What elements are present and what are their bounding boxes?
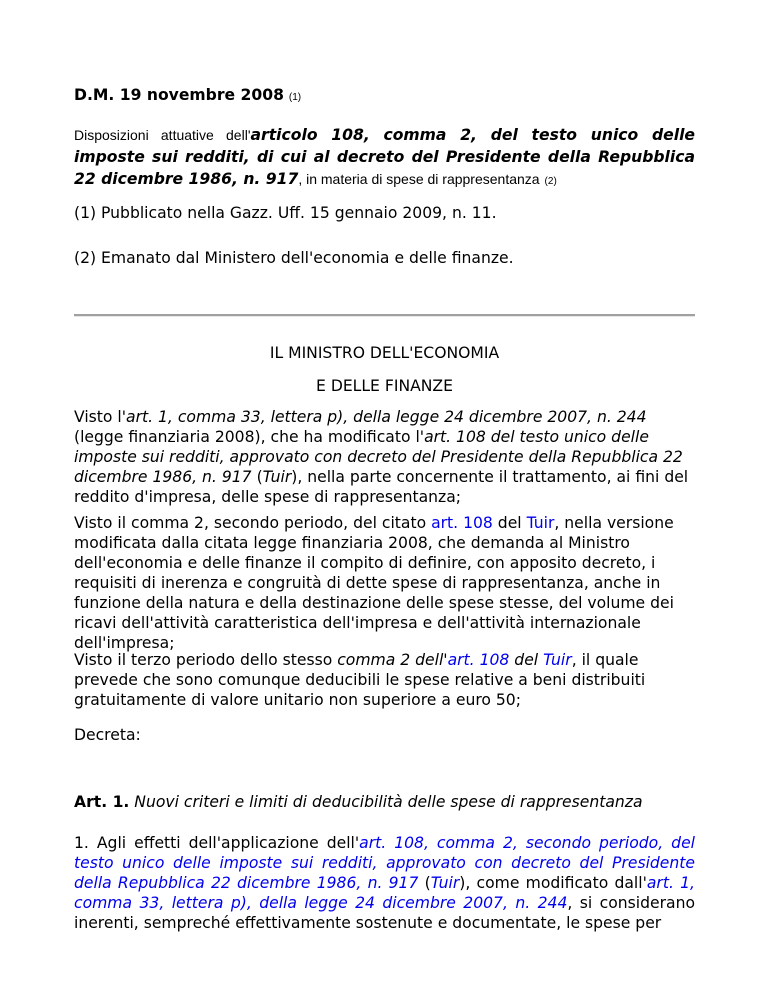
document-title <box>74 85 695 108</box>
preamble-visto-1: Visto l'art. 1, comma 33, lettera p), della legge 24 dicembre 2007, n. 244 (legge finanziaria 2008), che ha modificato l'art. 108 del testo unico delle imposte sui redditi, approvato con decreto del Presidente della Repubblica 22 dicembre 1986, n. 917 (Tuir), nella parte concernente il trattamento, ai fini del reddito d'impresa, delle spese di rappresentanza; <box>74 408 689 506</box>
subtitle-footnote-ref: (2) <box>544 176 557 187</box>
link-tuir[interactable]: Tuir <box>526 514 555 532</box>
law-reference: art. 1, comma 33, lettera p), della legge 24 dicembre 2007, n. 244 <box>126 408 647 426</box>
article-heading <box>74 792 695 812</box>
preamble-visto-2: Visto il comma 2, secondo periodo, del citato art. 108 del Tuir, nella versione modificata dalla citata legge finanziaria 2008, che demanda al Ministro dell'economia e delle finanze il compito di definire, con apposito decreto, i requisiti di inerenza e congruità di dette spese di rappresentanza, anche in funzione della natura e della destinazione delle spese stesse, del volume dei ricavi dell'attività caratteristica dell'impresa e dell'attività internazionale dell'impresa; <box>74 514 674 652</box>
subtitle-law-reference: articolo 108, comma 2, del testo unico delle imposte sui redditi, di cui al decreto del Presidente della Repubblica 22 dicembre 1986, n. 917 <box>74 126 696 188</box>
link-art-108-comma-2[interactable]: art. 108, comma 2, secondo periodo, del testo unico delle imposte sui redditi, approvato con decreto del Presidente della Repubblica 22 dicembre 1986, n. 917 <box>74 834 696 892</box>
link-art-108[interactable]: art. 108 <box>431 514 493 532</box>
law-reference: comma 2 dell' <box>337 651 448 669</box>
law-reference: Tuir <box>262 468 292 486</box>
decreta-label: Decreta: <box>74 726 141 744</box>
authority-line-2: E DELLE FINANZE <box>316 377 453 395</box>
article-number: Art. 1. <box>74 793 130 811</box>
law-reference: art. 108 del testo unico delle imposte sui redditi, approvato con decreto del Presidente della Repubblica 22 dicembre 1986, n. 917 <box>74 428 683 486</box>
document-subtitle <box>74 124 695 193</box>
preamble-visto-3: Visto il terzo periodo dello stesso comma 2 dell'art. 108 del Tuir, il quale prevede che sono comunque deducibili le spese relative a beni distribuiti gratuitamente di valore unitario non superiore a euro 50; <box>74 651 646 709</box>
link-legge-244-2007[interactable]: art. 1, comma 33, lettera p), della legge 24 dicembre 2007, n. 244 <box>74 874 695 912</box>
footnote-1: (1) Pubblicato nella Gazz. Uff. 15 gennaio 2009, n. 11. <box>74 204 497 222</box>
link-tuir[interactable]: Tuir <box>430 874 460 892</box>
subtitle-suffix: , in materia di spese di rappresentanza <box>298 171 540 187</box>
link-art-108[interactable]: art. 108 <box>447 651 510 669</box>
authority-line-1: IL MINISTRO DELL'ECONOMIA <box>269 344 500 362</box>
link-tuir[interactable]: Tuir <box>543 651 572 669</box>
article-title: Nuovi criteri e limiti di deducibilità delle spese di rappresentanza <box>129 793 643 811</box>
title-text: D.M. 19 novembre 2008 <box>74 86 284 104</box>
horizontal-divider <box>74 314 695 317</box>
footnote-2: (2) Emanato dal Ministero dell'economia e delle finanze. <box>74 249 514 267</box>
article-paragraph-1: 1. Agli effetti dell'applicazione dell'art. 108, comma 2, secondo periodo, del testo unico delle imposte sui redditi, approvato con decreto del Presidente della Repubblica 22 dicembre 1986, n. 917 (Tuir), come modificato dall'art. 1, comma 33, lettera p), della legge 24 dicembre 2007, n. 244, si considerano inerenti, sempreché effettivamente sostenute e documentate, le spese per <box>74 834 696 932</box>
subtitle-prefix: Disposizioni attuative dell' <box>74 127 251 143</box>
title-footnote-ref: (1) <box>288 92 302 103</box>
